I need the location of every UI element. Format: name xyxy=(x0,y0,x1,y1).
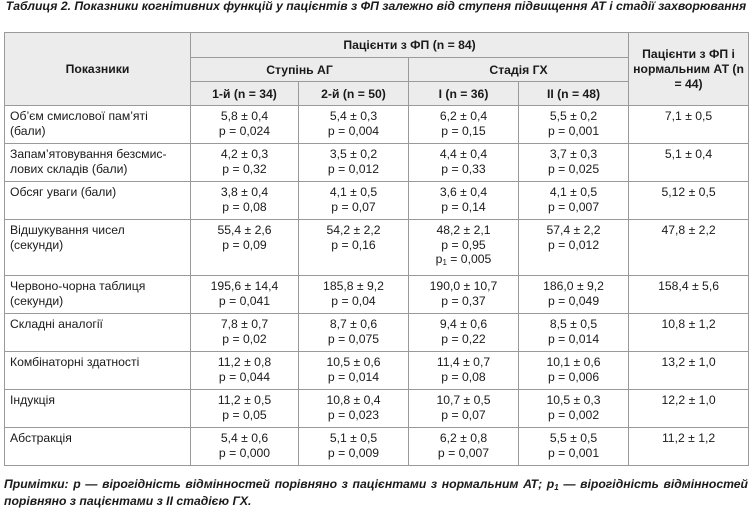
p-value: p = 0,04 xyxy=(331,293,376,308)
indicator-name xyxy=(5,352,191,390)
mean-value: 195,6 ± 14,4 xyxy=(210,279,279,293)
p-value: p = 0,014 xyxy=(547,331,600,346)
indicator-name-line: Складні аналогії xyxy=(10,317,103,331)
mean-value: 48,2 ± 2,1 xyxy=(436,223,491,237)
control-value: 7,1 ± 0,5 xyxy=(629,106,749,144)
p-value: p = 0,95 xyxy=(441,237,486,252)
value-cell-s2 xyxy=(519,428,629,466)
value-cell-d1 xyxy=(191,352,299,390)
mean-value: 8,7 ± 0,6 xyxy=(329,317,378,331)
p-value: p = 0,009 xyxy=(327,445,380,460)
value-cell-d2 xyxy=(299,276,409,314)
p-value: p = 0,07 xyxy=(331,199,376,214)
value-cell-d2 xyxy=(299,106,409,144)
mean-value: 3,8 ± 0,4 xyxy=(220,185,269,199)
p-value: p = 0,16 xyxy=(331,237,376,252)
value-cell-s1 xyxy=(409,106,519,144)
indicator-name xyxy=(5,220,191,276)
table-note xyxy=(4,478,748,508)
p-value: p = 0,024 xyxy=(218,123,271,138)
indicator-name-line: Абстракція xyxy=(10,431,72,445)
mean-value: 4,1 ± 0,5 xyxy=(549,185,598,199)
value-cell-s1 xyxy=(409,276,519,314)
value-cell-d2 xyxy=(299,220,409,276)
header-stage-1: I (n = 36) xyxy=(409,82,519,106)
mean-value: 11,2 ± 0,8 xyxy=(217,355,272,369)
value-cell-s2 xyxy=(519,276,629,314)
mean-value: 4,4 ± 0,4 xyxy=(439,147,488,161)
value-cell-s1 xyxy=(409,428,519,466)
value-cell-d2 xyxy=(299,144,409,182)
header-stage-hf: Стадія ГХ xyxy=(409,58,629,82)
header-patients-af: Пацієнти з ФП (n = 84) xyxy=(191,33,629,58)
value-cell-d1 xyxy=(191,220,299,276)
p-value: p = 0,32 xyxy=(222,161,267,176)
value-cell-d2 xyxy=(299,390,409,428)
control-value: 5,12 ± 0,5 xyxy=(629,182,749,220)
mean-value: 7,8 ± 0,7 xyxy=(220,317,269,331)
mean-value: 10,8 ± 0,4 xyxy=(326,393,381,407)
indicator-name xyxy=(5,182,191,220)
value-cell-s2 xyxy=(519,352,629,390)
mean-value: 11,4 ± 0,7 xyxy=(436,355,491,369)
mean-value: 6,2 ± 0,4 xyxy=(439,109,488,123)
header-control-group: Пацієнти з ФП і нормальним АТ (n = 44) xyxy=(629,33,749,106)
value-cell-s2 xyxy=(519,144,629,182)
control-value: 158,4 ± 5,6 xyxy=(629,276,749,314)
p-value: p = 0,07 xyxy=(441,407,486,422)
mean-value: 190,0 ± 10,7 xyxy=(429,279,498,293)
p1-value: p1 = 0,005 xyxy=(435,252,492,267)
p-value: p = 0,007 xyxy=(547,199,600,214)
table-row xyxy=(5,106,749,144)
mean-value: 11,2 ± 0,5 xyxy=(217,393,272,407)
mean-value: 5,5 ± 0,2 xyxy=(549,109,598,123)
indicator-name xyxy=(5,428,191,466)
p-value: p = 0,012 xyxy=(547,237,600,252)
value-cell-d1 xyxy=(191,428,299,466)
p-value: p = 0,049 xyxy=(547,293,600,308)
mean-value: 4,1 ± 0,5 xyxy=(329,185,378,199)
mean-value: 57,4 ± 2,2 xyxy=(546,223,601,237)
value-cell-d1 xyxy=(191,276,299,314)
value-cell-s1 xyxy=(409,314,519,352)
indicator-name xyxy=(5,106,191,144)
table-row xyxy=(5,220,749,276)
value-cell-s1 xyxy=(409,352,519,390)
mean-value: 5,5 ± 0,5 xyxy=(549,431,598,445)
mean-value: 55,4 ± 2,6 xyxy=(217,223,272,237)
value-cell-d1 xyxy=(191,390,299,428)
table-caption: Таблиця 2. Показники когнітивних функцій у пацієнтів з ФП залежно від ступеня підвищення АТ і стадії захворювання xyxy=(5,0,747,13)
note-text-a: Примітки: p — вірогідність відмінностей порівняно з пацієнтами з нормальним АТ; p xyxy=(4,477,555,491)
table-row xyxy=(5,182,749,220)
indicator-name xyxy=(5,314,191,352)
p-value: p = 0,007 xyxy=(437,445,490,460)
header-indicators: Показники xyxy=(5,33,191,106)
mean-value: 10,5 ± 0,3 xyxy=(546,393,601,407)
mean-value: 10,7 ± 0,5 xyxy=(436,393,491,407)
indicator-name-line: Об’єм смислової пам’яті xyxy=(10,109,148,123)
p-value: p = 0,05 xyxy=(222,407,267,422)
p-value: p = 0,09 xyxy=(222,237,267,252)
value-cell-s2 xyxy=(519,314,629,352)
value-cell-s2 xyxy=(519,106,629,144)
indicator-name-line: (бали) xyxy=(10,123,46,138)
p-value: p = 0,023 xyxy=(327,407,380,422)
mean-value: 5,1 ± 0,5 xyxy=(329,431,378,445)
p-value: p = 0,000 xyxy=(218,445,271,460)
table-row xyxy=(5,276,749,314)
mean-value: 8,5 ± 0,5 xyxy=(549,317,598,331)
mean-value: 4,2 ± 0,3 xyxy=(220,147,269,161)
mean-value: 185,8 ± 9,2 xyxy=(323,279,384,293)
p-value: p = 0,014 xyxy=(327,369,380,384)
value-cell-d1 xyxy=(191,106,299,144)
value-cell-d2 xyxy=(299,352,409,390)
mean-value: 3,6 ± 0,4 xyxy=(439,185,488,199)
mean-value: 3,5 ± 0,2 xyxy=(329,147,378,161)
table-row xyxy=(5,352,749,390)
table-row xyxy=(5,390,749,428)
indicator-name-line: лових складів (бали) xyxy=(10,161,128,176)
mean-value: 9,4 ± 0,6 xyxy=(439,317,488,331)
p-value: p = 0,33 xyxy=(441,161,486,176)
indicator-name-line: Запам’ятовування безсмис- xyxy=(10,147,167,161)
table-row xyxy=(5,428,749,466)
p-value: p = 0,044 xyxy=(218,369,271,384)
p-value: p = 0,075 xyxy=(327,331,380,346)
mean-value: 3,7 ± 0,3 xyxy=(549,147,598,161)
mean-value: 54,2 ± 2,2 xyxy=(326,223,381,237)
control-value: 11,2 ± 1,2 xyxy=(629,428,749,466)
value-cell-d2 xyxy=(299,182,409,220)
p-value: p = 0,14 xyxy=(441,199,486,214)
value-cell-s2 xyxy=(519,220,629,276)
mean-value: 5,4 ± 0,6 xyxy=(220,431,269,445)
p-value: p = 0,15 xyxy=(441,123,486,138)
value-cell-d1 xyxy=(191,314,299,352)
header-degree-2: 2-й (n = 50) xyxy=(299,82,409,106)
value-cell-s2 xyxy=(519,390,629,428)
control-value: 12,2 ± 1,0 xyxy=(629,390,749,428)
value-cell-d1 xyxy=(191,182,299,220)
header-stage-2: II (n = 48) xyxy=(519,82,629,106)
value-cell-s2 xyxy=(519,182,629,220)
header-degree-1: 1-й (n = 34) xyxy=(191,82,299,106)
value-cell-s1 xyxy=(409,144,519,182)
p-value: p = 0,012 xyxy=(327,161,380,176)
indicator-name-line: (секунди) xyxy=(10,293,64,308)
indicator-name-line: Обсяг уваги (бали) xyxy=(10,185,117,199)
value-cell-s1 xyxy=(409,182,519,220)
p-value: p = 0,001 xyxy=(547,123,600,138)
mean-value: 186,0 ± 9,2 xyxy=(543,279,604,293)
indicator-name-line: Комбінаторні здатності xyxy=(10,355,140,369)
control-value: 10,8 ± 1,2 xyxy=(629,314,749,352)
value-cell-s1 xyxy=(409,220,519,276)
note-subscript: 1 xyxy=(554,483,559,492)
p-value: p = 0,004 xyxy=(327,123,380,138)
control-value: 13,2 ± 1,0 xyxy=(629,352,749,390)
p-value: p = 0,002 xyxy=(547,407,600,422)
p-value: p = 0,37 xyxy=(441,293,486,308)
mean-value: 5,4 ± 0,3 xyxy=(329,109,378,123)
p-value: p = 0,041 xyxy=(218,293,271,308)
cognitive-functions-table xyxy=(4,32,749,466)
value-cell-s1 xyxy=(409,390,519,428)
p-value: p = 0,006 xyxy=(547,369,600,384)
indicator-name-line: Червоно-чорна таблиця xyxy=(10,279,146,293)
value-cell-d1 xyxy=(191,144,299,182)
p-value: p = 0,025 xyxy=(547,161,600,176)
header-degree-ah: Ступінь АГ xyxy=(191,58,409,82)
indicator-name-line: (секунди) xyxy=(10,237,64,252)
p-value: p = 0,08 xyxy=(222,199,267,214)
mean-value: 10,5 ± 0,6 xyxy=(326,355,381,369)
mean-value: 10,1 ± 0,6 xyxy=(546,355,601,369)
table-row xyxy=(5,314,749,352)
mean-value: 5,8 ± 0,4 xyxy=(220,109,269,123)
value-cell-d2 xyxy=(299,428,409,466)
p-value: p = 0,22 xyxy=(441,331,486,346)
p-value: p = 0,02 xyxy=(222,331,267,346)
indicator-name xyxy=(5,276,191,314)
indicator-name xyxy=(5,144,191,182)
control-value: 5,1 ± 0,4 xyxy=(629,144,749,182)
note-text-b: — вірогідність відмінностей порівняно з пацієнтами з ІІ стадією ГХ. xyxy=(4,477,748,508)
indicator-name xyxy=(5,390,191,428)
mean-value: 6,2 ± 0,8 xyxy=(439,431,488,445)
table-row xyxy=(5,144,749,182)
control-value: 47,8 ± 2,2 xyxy=(629,220,749,276)
indicator-name-line: Індукція xyxy=(10,393,55,407)
p-value: p = 0,08 xyxy=(441,369,486,384)
value-cell-d2 xyxy=(299,314,409,352)
indicator-name-line: Відшукування чисел xyxy=(10,223,125,237)
p-value: p = 0,001 xyxy=(547,445,600,460)
